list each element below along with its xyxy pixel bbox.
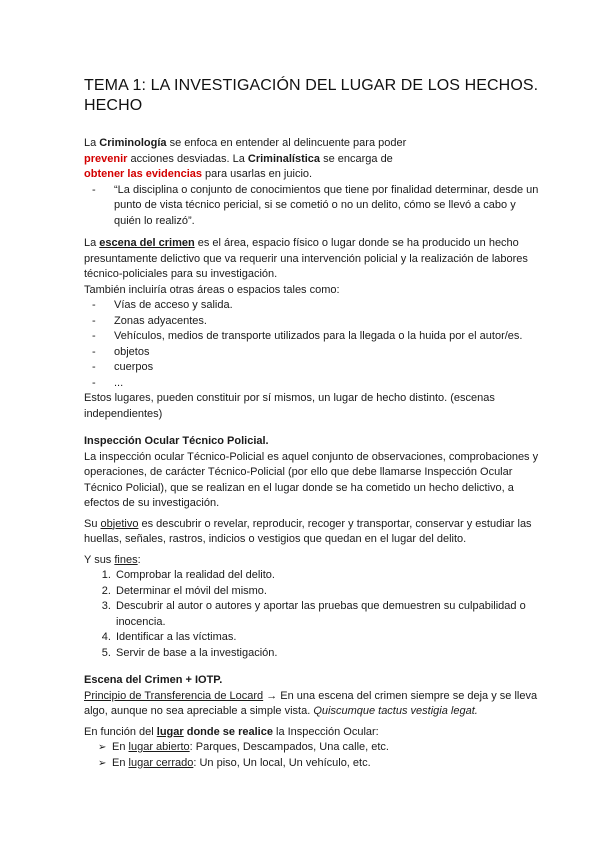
text: : Parques, Descampados, Una calle, etc. [189,741,389,753]
definition-quote: - “La disciplina o conjunto de conocimientos que tiene por finalidad determinar, desde un punto de vista técnico pericial, si se cometió o no un delito, cómo se llevó a cabo y quién lo realizó”. [92,183,544,230]
text: La [84,137,100,149]
lugar-term: lugar [156,725,184,738]
list-item: - ... [92,376,544,392]
definition-list [84,183,544,230]
obtener-term: obtener las evidencias [84,168,202,180]
locard-paragraph [84,689,544,720]
fines-list [84,568,544,661]
text: es descubrir o revelar, reproducir, recoger y transportar, conservar y estudiar las huellas, señales, rastros, indicios o vestigios que quedan en el lugar del delito. [84,517,532,545]
locard-term: Principio de Transferencia de Locard [84,689,264,702]
fines-intro [84,553,544,569]
objetivo-paragraph [84,517,544,548]
text: En [112,756,129,769]
list-item: - Vehículos, medios de transporte utilizados para la llegada o la huida por el autor/es. [92,329,544,345]
list-item: 5. Servir de base a la investigación. [114,646,544,662]
prevenir-term: prevenir [84,152,128,165]
list-item: 4. Identificar a las víctimas. [114,630,544,646]
intro-paragraph [84,136,544,183]
lugar-list [84,740,544,771]
text: Y sus [84,553,115,566]
criminalistica-term: Criminalística [247,152,321,165]
text: En [112,741,129,753]
text: se encarga de [320,152,393,165]
text: : Un piso, Un local, Un vehículo, etc. [193,756,371,769]
criminologia-term: Criminología [99,137,167,149]
list-item: - Zonas adyacentes. [92,314,544,330]
list-item [98,756,544,772]
text: es el área, espacio físico o lugar donde se ha producido un hecho presuntamente delictivo que va requerir una intervención policial y la realización de labores técnico-policiales para su investigación. [84,237,528,280]
list-item [98,740,544,756]
text: acciones desviadas. La [127,152,248,165]
inspeccion-heading: Inspección Ocular Técnico Policial. [84,435,269,447]
lugar-cerrado-term: lugar cerrado [128,756,194,769]
text: La [84,237,100,249]
also-text: También incluiría otras áreas o espacios tales como: [84,283,340,296]
page-title: TEMA 1: LA INVESTIGACIÓN DEL LUGAR DE LOS HECHOS. HECHO [84,77,539,114]
areas-list [84,298,544,391]
text: : [137,553,141,566]
list-item: - objetos [92,345,544,361]
objetivo-term: objetivo [100,517,139,530]
list-item: 1. Comprobar la realidad del delito. [114,568,544,584]
list-item: 2. Determinar el móvil del mismo. [114,584,544,600]
text: Su [84,517,101,530]
lugar-abierto-term: lugar abierto [128,741,190,753]
text: la Inspección Ocular: [272,725,379,738]
inspeccion-paragraph: La inspección ocular Técnico-Policial es aquel conjunto de observaciones, comprobaciones y operaciones, de carácter Técnico-Policial (por ello que debe llamarse Inspección Ocular Técnico Policial), que se realizan en el lugar donde se ha cometido un hecho delictivo, a efectos de su investigación. [84,450,539,509]
text: → En una escena del crimen siempre se deja y se lleva algo, aunque no sea apreciable a simple vista. [84,689,538,717]
list-item: - Vías de acceso y salida. [92,298,544,314]
closing-text: Estos lugares, pueden constituir por sí mismos, un lugar de hecho distinto. (escenas independientes) [84,392,495,420]
text: para usarlas en juicio. [202,168,313,180]
iotp-heading: Escena del Crimen + IOTP. [84,674,223,686]
text: se enfoca en entender al delincuente para poder [166,137,407,149]
list-item: 3. Descubrir al autor o autores y aportar las pruebas que demuestren su culpabilidad o inocencia. [114,599,544,630]
document-page [84,76,544,771]
text: donde se realice [183,725,273,738]
latin-phrase: Quiscumque tactus vestigia legat. [313,705,478,717]
escena-term: escena del crimen [99,237,195,249]
lugar-paragraph [84,725,544,741]
list-item: - cuerpos [92,360,544,376]
fines-term: fines [114,553,138,566]
escena-paragraph [84,236,544,283]
text: En función del [84,725,157,738]
